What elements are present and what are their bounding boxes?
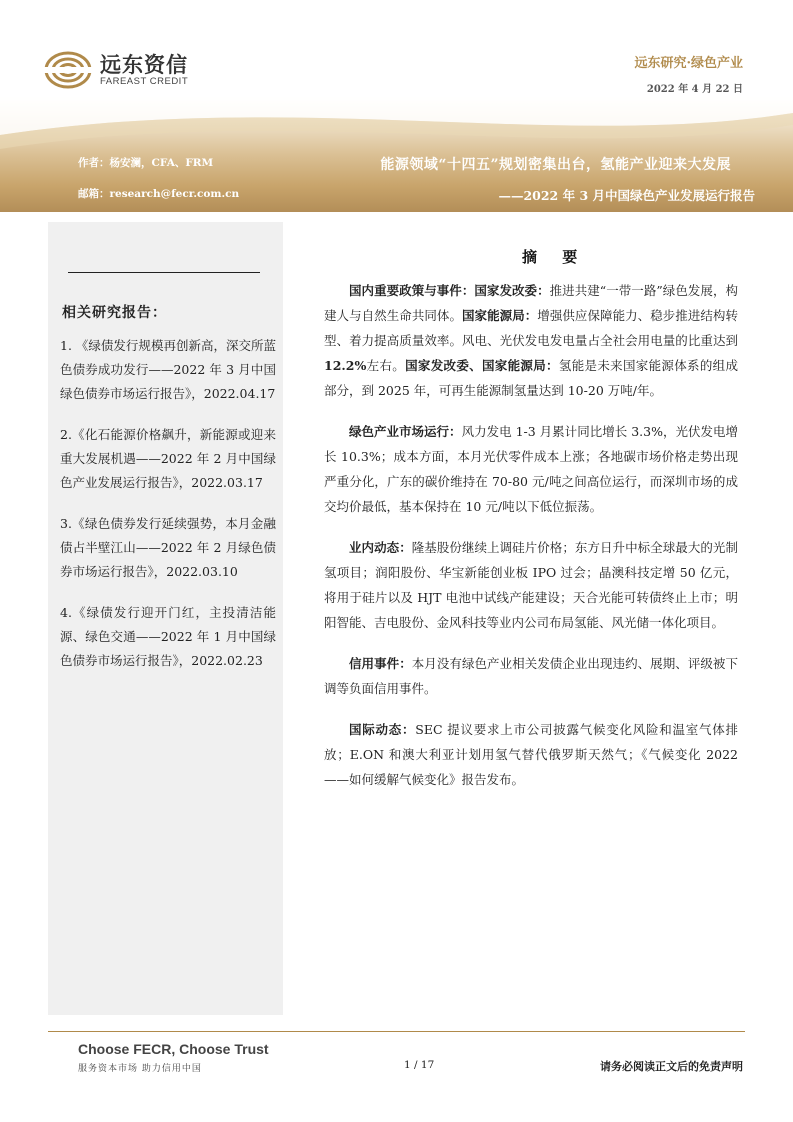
sidebar-divider: [68, 272, 260, 273]
footer-divider: [48, 1031, 745, 1032]
report-date: 2022 年 4 月 22 日: [646, 84, 743, 95]
joint-label: 国家发改委、国家能源局：: [405, 358, 559, 373]
footer-disclaimer: 请务必阅读正文后的免责声明: [600, 1060, 743, 1073]
related-reports-list: [60, 334, 276, 690]
related-report-item[interactable]: 2.《化石能源价格飙升，新能源或迎来重大发展机遇——2022 年 2 月中国绿色产业发展运行报告》，2022.03.17: [60, 427, 276, 490]
abstract-title: 摘 要: [522, 248, 588, 266]
related-report-item[interactable]: 4.《绿债发行迎开门红，主投清洁能源、绿色交通——2022 年 1 月中国绿色债券市场运行报告》，2022.02.23: [60, 605, 276, 668]
footer-slogan-sub: 服务资本市场 助力信用中国: [78, 1064, 202, 1074]
brand-name-en: FAREAST CREDIT: [100, 75, 189, 87]
page-number: 1 / 17: [404, 1059, 435, 1071]
credit-text: 本月没有绿色产业相关发债企业出现违约、展期、评级被下调等负面信用事件。: [324, 656, 738, 696]
abstract-body: [324, 278, 738, 808]
report-title: 能源领域“十四五”规划密集出台，氢能产业迎来大发展: [380, 157, 731, 173]
abstract-para-credit: [324, 651, 738, 701]
abstract-para-market: [324, 419, 738, 519]
author-info: 作者：杨安澜，CFA、FRM: [78, 157, 214, 169]
related-report-item[interactable]: 1. 《绿债发行规模再创新高，深交所蓝色债券成功发行——2022 年 3 月中国绿色债券市场运行报告》，2022.04.17: [60, 338, 276, 401]
abstract-para-international: [324, 717, 738, 792]
report-series: 远东研究·绿色产业: [634, 56, 743, 71]
related-reports-sidebar: [48, 222, 283, 1015]
abstract-para-industry: [324, 535, 738, 635]
industry-label: 业内动态：: [349, 540, 412, 555]
brand-name-cn: 远东资信: [100, 52, 188, 77]
policy-text: 推进共建“一带一路”绿色发展，构建人与自然生命共同体。: [324, 283, 738, 323]
abstract-para-policy: [324, 278, 738, 403]
nea-label: 国家能源局：: [462, 308, 538, 323]
fareast-logo-icon: [44, 50, 92, 90]
international-text: SEC 提议要求上市公司披露气候变化风险和温室气体排放；E.ON 和澳大利亚计划用氢气替代俄罗斯天然气；《气候变化 2022——如何缓解气候变化》报告发布。: [324, 722, 738, 787]
industry-text: 隆基股份继续上调硅片价格；东方日升中标全球最大的光制氢项目；润阳股份、华宝新能创业板 IPO 过会；晶澳科技定增 50 亿元，将用于硅片以及 HJT 电池中试线产能建设；天合光能可转债终止上市；明阳智能、吉电股份、金风科技等业内公司布局氢能、风光储一体化项目。: [324, 540, 738, 630]
related-reports-heading: 相关研究报告：: [62, 305, 167, 321]
market-label: 绿色产业市场运行：: [349, 424, 462, 439]
footer-slogan: Choose FECR, Choose Trust: [78, 1041, 269, 1057]
share-suffix: 左右。: [366, 358, 406, 373]
market-text: 风力发电 1-3 月累计同比增长 3.3%，光伏发电增长 10.3%；成本方面，本月光伏零件成本上涨；各地碳市场价格走势出现严重分化，广东的碳价维持在 70-80 元/吨之间高位运行，而深圳市场的成交均价最低，基本保持在 10 元/吨以下低位振荡。: [324, 424, 738, 514]
international-label: 国际动态：: [349, 722, 416, 737]
email-info[interactable]: 邮箱：research@fecr.com.cn: [78, 188, 240, 200]
credit-label: 信用事件：: [349, 656, 412, 671]
share-value: 12.2%: [324, 358, 367, 373]
report-subtitle: ——2022 年 3 月中国绿色产业发展运行报告: [498, 188, 755, 203]
nea-text: 增强供应保障能力、稳步推进结构转型、着力提高质量效率。风电、光伏发电发电量占全社会用电量的比重达到: [324, 308, 738, 348]
related-report-item[interactable]: 3.《绿色债券发行延续强势，本月金融债占半壁江山——2022 年 2 月绿色债券市场运行报告》，2022.03.10: [60, 516, 276, 579]
hydrogen-text: 氢能是未来国家能源体系的组成部分，到 2025 年，可再生能源制氢量达到 10-20 万吨/年。: [324, 358, 738, 398]
policy-label: 国内重要政策与事件：国家发改委：: [349, 283, 550, 298]
company-logo: [44, 50, 188, 90]
